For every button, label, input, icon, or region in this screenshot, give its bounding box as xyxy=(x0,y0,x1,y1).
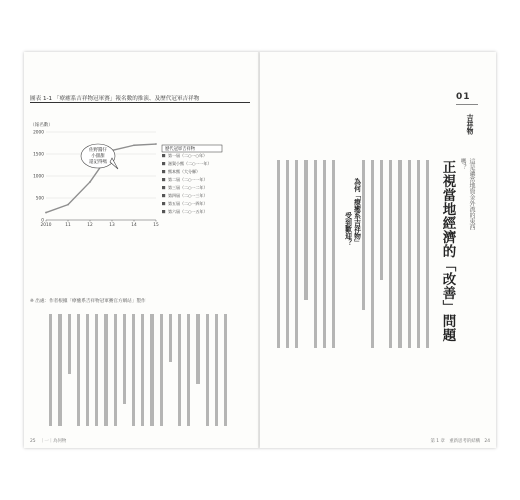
legend-marker xyxy=(162,170,165,173)
legend-item: 第五屆（二○一四年） xyxy=(168,201,208,206)
callout-line: 還記得嗎 xyxy=(89,160,107,165)
x-tick-label: 2010 xyxy=(40,223,52,228)
text-line xyxy=(187,314,190,426)
text-line xyxy=(304,160,307,300)
data-point xyxy=(45,212,47,214)
text-line xyxy=(196,314,199,384)
chart xyxy=(24,52,260,228)
text-line xyxy=(398,160,401,348)
callout-bubble xyxy=(81,144,118,169)
subheading-line: 為何「療癒系吉祥物」 xyxy=(352,178,361,246)
left-page xyxy=(24,52,260,448)
legend-marker xyxy=(162,178,165,181)
legend-item: 熊本熊（大分縣） xyxy=(168,169,200,174)
text-line xyxy=(426,160,429,348)
section-rule xyxy=(456,104,478,105)
text-line xyxy=(123,314,126,404)
left-folio: 25 ｜一｜為何物 xyxy=(30,439,67,444)
x-tick-label: 11 xyxy=(65,223,71,228)
text-line xyxy=(371,160,374,348)
text-line xyxy=(389,160,392,348)
legend xyxy=(162,145,222,214)
text-line xyxy=(332,160,335,348)
x-tick-label: 13 xyxy=(109,223,115,228)
y-tick-label: 1000 xyxy=(33,174,44,180)
legend-marker xyxy=(162,194,165,197)
legend-title: 歷代冠軍吉祥物 xyxy=(165,147,196,153)
text-line xyxy=(49,314,52,426)
text-line xyxy=(295,160,298,348)
text-line xyxy=(95,314,98,426)
y-tick-label: 1500 xyxy=(33,152,44,158)
text-line xyxy=(277,160,280,348)
text-line xyxy=(150,314,153,426)
text-line xyxy=(160,314,163,426)
legend-item: 第三屆（二○一二年） xyxy=(168,185,208,190)
x-tick-label: 15 xyxy=(153,223,159,228)
data-point xyxy=(155,143,157,145)
topic-tag: 吉祥物 xyxy=(465,114,473,135)
legend-marker xyxy=(162,154,165,157)
callout-line: 小甜甜 xyxy=(91,154,105,159)
right-page xyxy=(260,52,496,448)
text-line xyxy=(132,314,135,426)
y-tick-label: 500 xyxy=(35,196,44,202)
data-point xyxy=(89,181,91,183)
text-line xyxy=(206,314,209,426)
legend-marker xyxy=(162,202,165,205)
text-line xyxy=(314,160,317,348)
section-number: 01 xyxy=(456,92,471,102)
legend-marker xyxy=(162,210,165,213)
page-title: 正視當地經濟的「改善」問題 xyxy=(439,160,456,342)
text-line xyxy=(141,314,144,426)
legend-item: 第六屆（二○一五年） xyxy=(168,209,208,214)
text-line xyxy=(114,314,117,426)
text-line xyxy=(58,314,61,426)
text-line xyxy=(417,160,420,348)
y-tick-label: 0 xyxy=(41,218,44,224)
text-line xyxy=(215,314,218,426)
text-line xyxy=(104,314,107,426)
figure-source: ※ 出處：作者根據「療癒系吉祥物冠軍賽官方網站」製作 xyxy=(30,299,146,304)
text-line xyxy=(323,160,326,348)
text-line xyxy=(77,314,80,426)
data-point xyxy=(133,144,135,146)
legend-item: 第一屆（二○一○年） xyxy=(168,153,207,158)
y-axis-unit: （報名數） xyxy=(30,123,53,128)
legend-item: 第四屆（二○一三年） xyxy=(168,193,208,198)
data-point xyxy=(67,204,69,206)
callout-line: 佐野醬仔 xyxy=(89,148,107,153)
text-line xyxy=(224,314,227,426)
text-line xyxy=(380,160,383,280)
legend-marker xyxy=(162,162,165,165)
text-line xyxy=(362,160,365,310)
right-folio: 第 1 章 重新思考的結構 24 xyxy=(430,439,490,444)
text-line xyxy=(178,314,181,426)
figure-title: 圖表 1-1 「療癒系吉祥物冠軍賽」報名數的推演、及歷代冠軍吉祥物 xyxy=(30,96,200,102)
legend-items xyxy=(162,152,212,214)
text-line xyxy=(86,314,89,426)
legend-item: 第二屆（二○一一年） xyxy=(168,177,208,182)
legend-marker xyxy=(162,186,165,189)
text-line xyxy=(68,314,71,374)
subheading-line: 受到歡迎？ xyxy=(343,212,352,246)
text-line xyxy=(169,314,172,362)
legend-item: 滋賀小熊（二○一一年） xyxy=(168,161,212,166)
text-line xyxy=(408,160,411,348)
text-line xyxy=(286,160,289,348)
x-tick-label: 12 xyxy=(87,223,93,228)
lead-line: 這是讓當地資金外流的東西嗎？ xyxy=(459,158,475,230)
y-tick-label: 2000 xyxy=(33,130,44,136)
x-tick-label: 14 xyxy=(131,223,137,228)
